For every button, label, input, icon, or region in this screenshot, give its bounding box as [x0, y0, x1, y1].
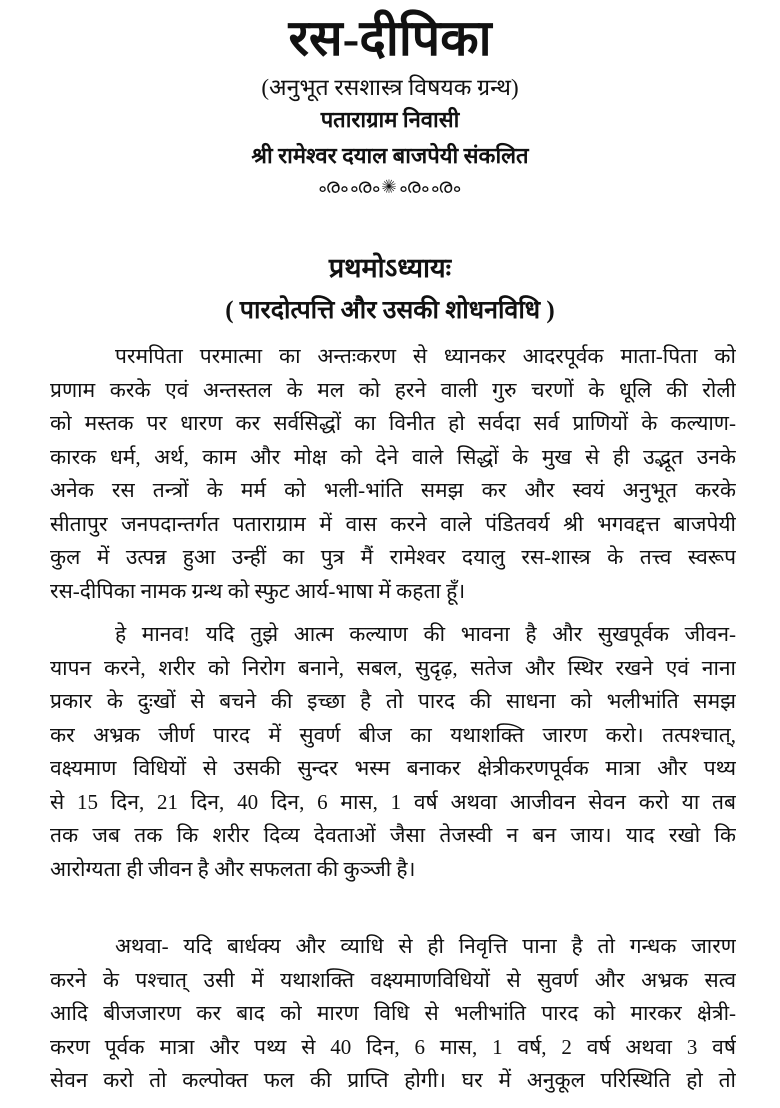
- chapter-subtitle: ( पारदोत्पत्ति और उसकी शोधनविधि ): [225, 297, 555, 324]
- text-line: परमपिता परमात्मा का अन्तःकरण से ध्यानकर आदरपूर्वक माता-पिता को: [115, 344, 736, 368]
- text-line: सीतापुर जनपदान्तर्गत पताराग्राम में वास करने वाले पंडितवर्य श्री भगवद्दत्त बाजपेयी: [50, 511, 736, 536]
- text-line: हे मानव! यदि तुझे आत्म कल्याण की भावना है और सुखपूर्वक जीवन-: [115, 622, 736, 646]
- text-line: सेवन करो तो कल्पोक्त फल की प्राप्ति होगी। घर में अनुकूल परिस्थिति हो तो: [50, 1068, 736, 1092]
- text-line: रस-दीपिका नामक ग्रन्थ को स्फुट आर्य-भाषा में कहता हूँ।: [50, 578, 466, 603]
- chapter-title: प्रथमोऽध्यायः: [328, 253, 452, 283]
- text-line: कारक धर्म, अर्थ, काम और मोक्ष को देने वाले सिद्धों के मुख से ही उद्भूत उनके: [50, 444, 736, 469]
- text-line: को मस्तक पर धारण कर सर्वसिद्धों का विनीत हो सर्वदा सर्व प्राणियों के कल्याण-: [50, 411, 736, 435]
- paragraph-1: [50, 340, 736, 608]
- text-line: कर अभ्रक जीर्ण पारद में सुवर्ण बीज का यथाशक्ति जारण करो। तत्पश्चात्,: [50, 722, 736, 747]
- text-line: तक जब तक कि शरीर दिव्य देवताओं जैसा तेजस्वी न बन जाय। याद रखो कि: [50, 823, 736, 847]
- text-line: प्रणाम करके एवं अन्तस्तल के मल को हरने वाली गुरु चरणों के धूलि की रोली: [50, 377, 736, 402]
- text-line: करने के पश्चात् उसी में यथाशक्ति वक्ष्यमाणविधियों से सुवर्ण और अभ्रक सत्व: [50, 967, 736, 992]
- text-line: आरोग्यता ही जीवन है और सफलता की कुञ्जी है।: [50, 856, 416, 881]
- text-line: आदि बीजजारण कर बाद को मारण विधि से भलीभांति पारद को मारकर क्षेत्री-: [50, 1001, 736, 1025]
- paragraph-2: [50, 618, 736, 886]
- book-subtitle: (अनुभूत रसशास्त्र विषयक ग्रन्थ): [261, 75, 519, 100]
- text-line: करण पूर्वक मात्रा और पथ्य से 40 दिन, 6 मास, 1 वर्ष, 2 वर्ष अथवा 3 वर्ष: [50, 1034, 736, 1059]
- paragraph-3: [50, 930, 736, 1098]
- text-line: कुल में उत्पन्न हुआ उन्हीं का पुत्र मैं रामेश्वर दयालु रस-शास्त्र के तत्त्व स्वरूप: [50, 545, 736, 569]
- text-line: अनेक रस तन्त्रों के मर्म को भली-भांति समझ कर और स्वयं अनुभूत करके: [50, 478, 736, 502]
- text-line: प्रकार के दुःखों से बचने की इच्छा है तो पारद की साधना को भलीभांति समझ: [50, 689, 736, 713]
- author-location: पताराग्राम निवासी: [320, 107, 460, 132]
- text-line: यापन करने, शरीर को निरोग बनाने, सबल, सुदृढ़, सतेज और स्थिर रखने एवं नाना: [50, 655, 736, 680]
- ornament-divider-icon: ൟൟ✺ൟൟ: [317, 176, 463, 198]
- text-line: अथवा- यदि बार्धक्य और व्याधि से ही निवृत्ति पाना है तो गन्धक जारण: [115, 934, 736, 958]
- text-line: वक्ष्यमाण विधियों से उसकी सुन्दर भस्म बनाकर क्षेत्रीकरणपूर्वक मात्रा और पथ्य: [50, 756, 736, 780]
- book-title: रस-दीपिका: [288, 10, 492, 66]
- author-line: श्री रामेश्वर दयाल बाजपेयी संकलित: [251, 143, 529, 168]
- text-line: से 15 दिन, 21 दिन, 40 दिन, 6 मास, 1 वर्ष अथवा आजीवन सेवन करो या तब: [50, 789, 736, 814]
